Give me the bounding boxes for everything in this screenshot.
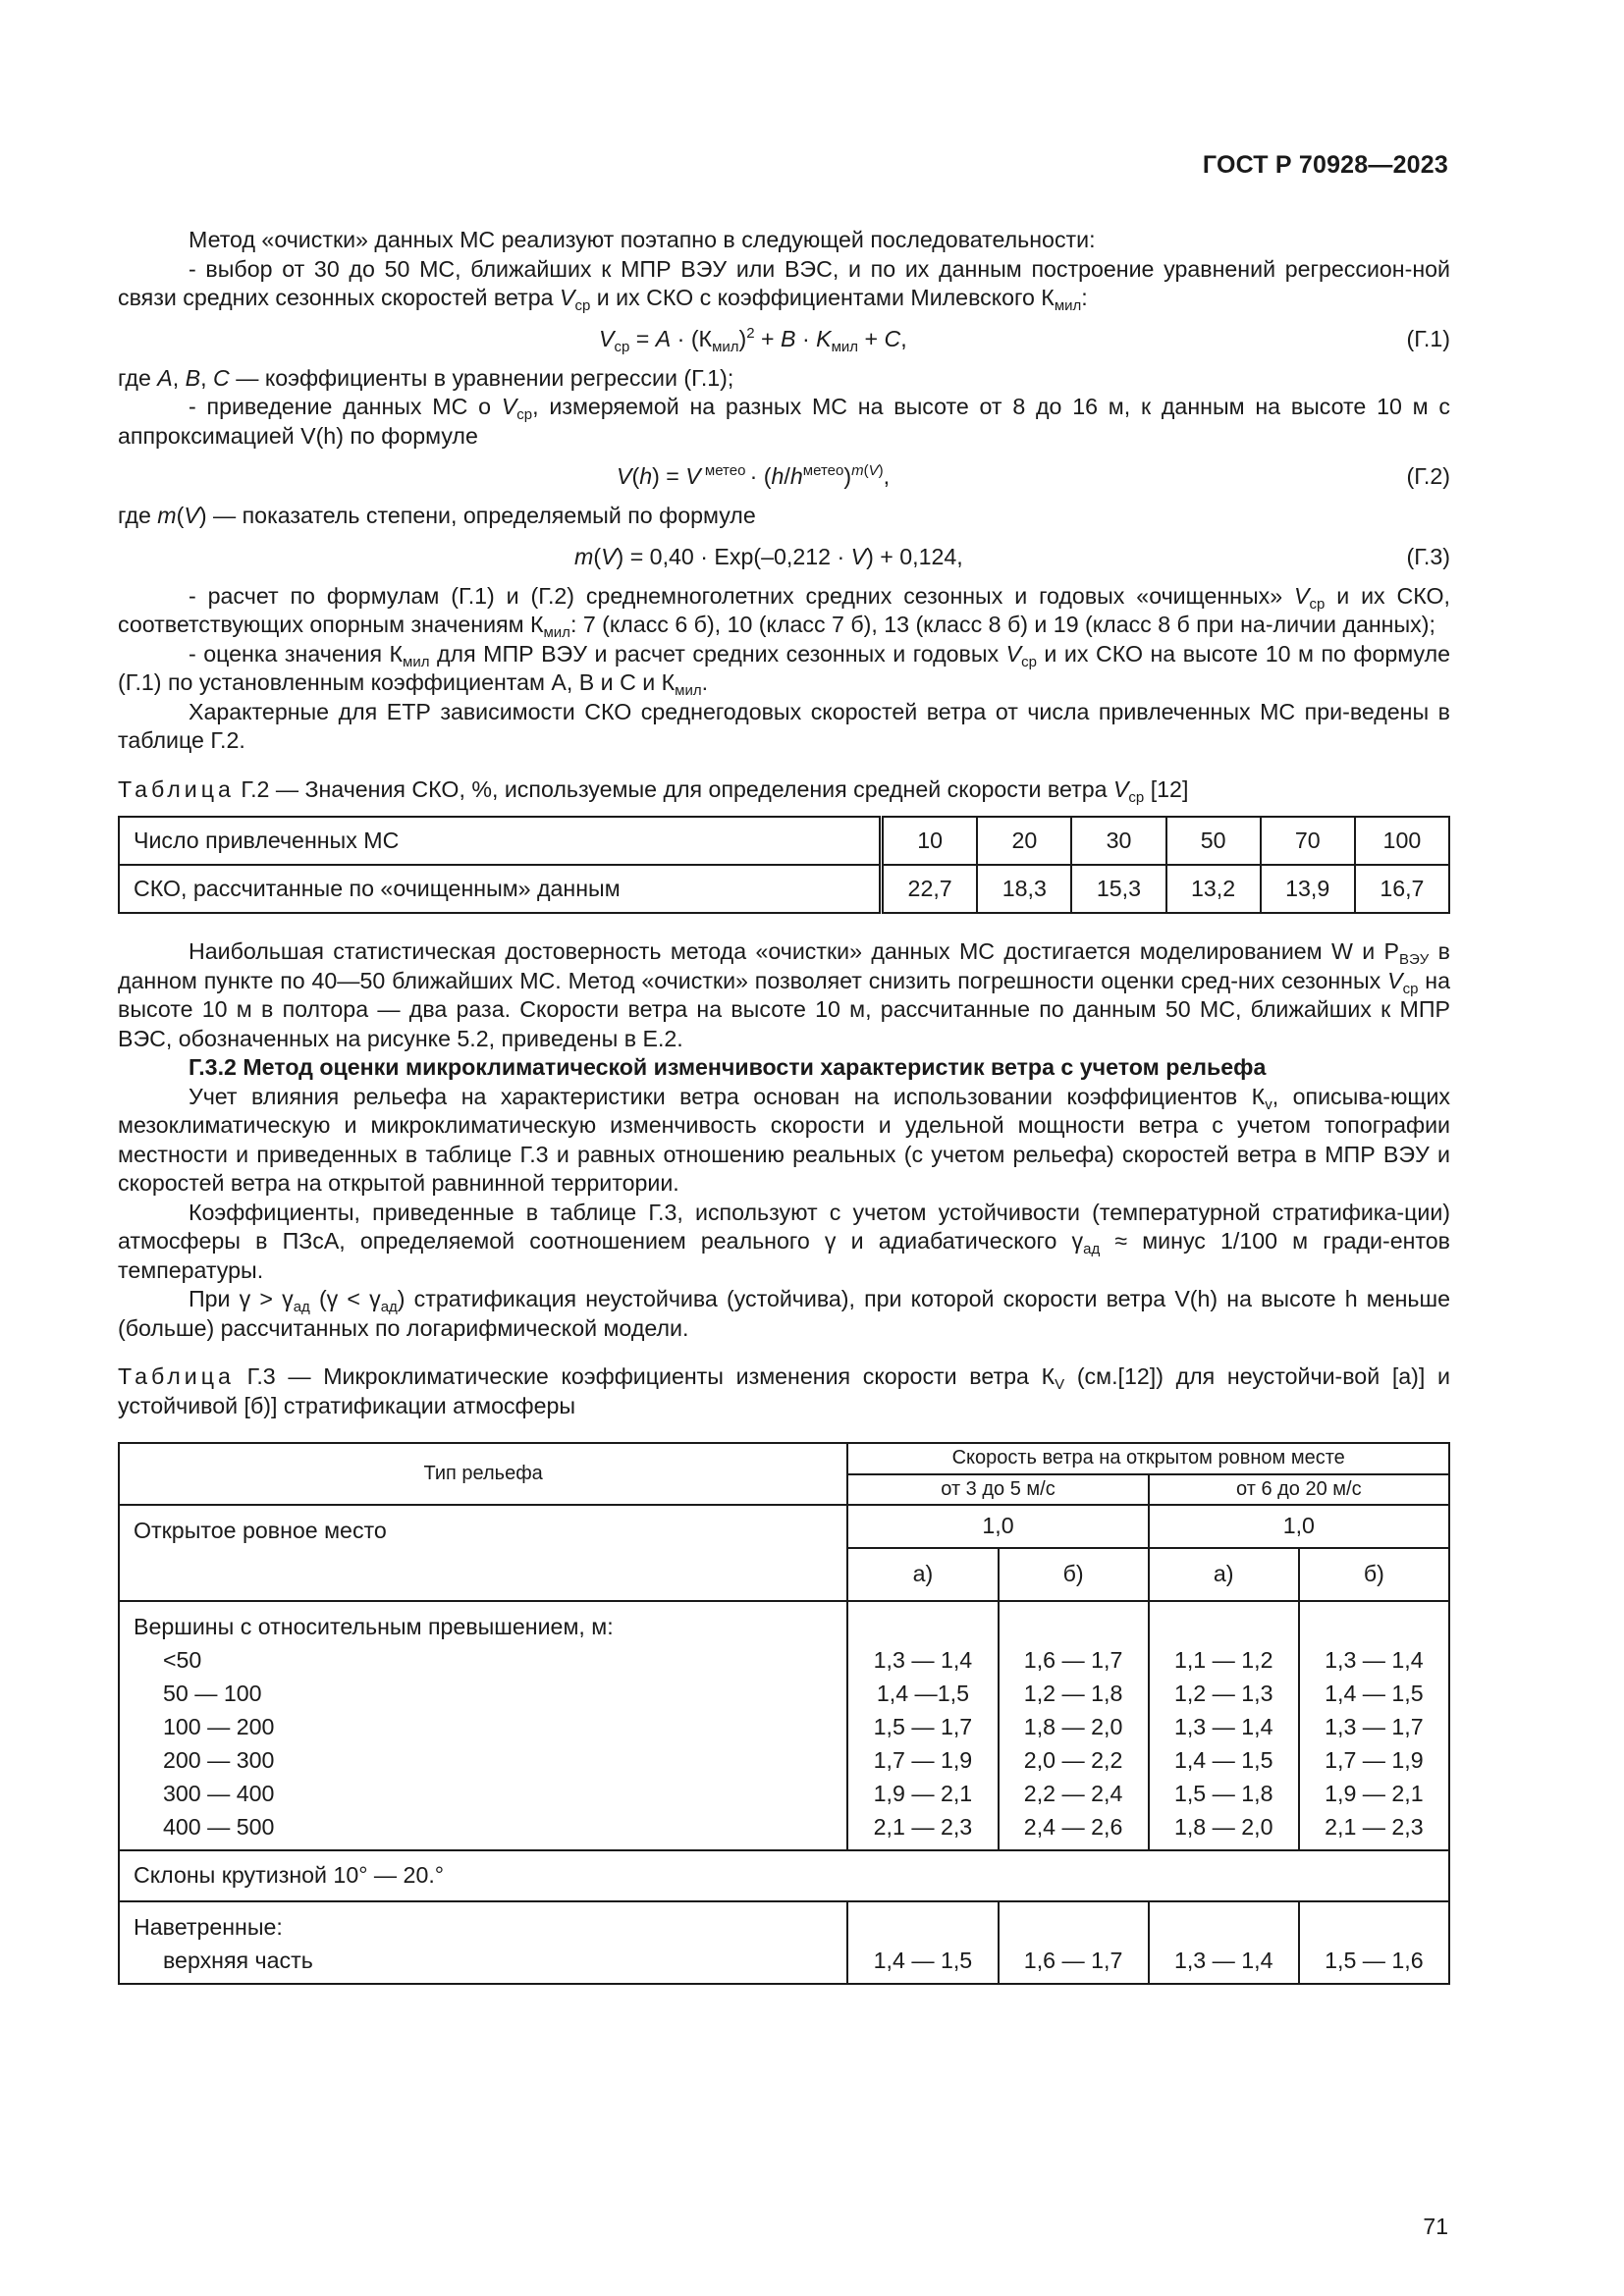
table-cell: 30 bbox=[1071, 817, 1165, 865]
row-label bbox=[119, 1901, 847, 1984]
table-cell: 1,1 — 1,2 1,2 — 1,3 1,3 — 1,4 1,4 — 1,5 1,5 — 1,8 1,8 — 2,0 bbox=[1149, 1601, 1299, 1850]
table-cell: 1,0 bbox=[1149, 1505, 1449, 1548]
table-row bbox=[119, 1601, 1449, 1850]
row-label: Открытое ровное место bbox=[119, 1505, 847, 1601]
where-m: где m(V) — показатель степени, определяемый по формуле bbox=[118, 503, 756, 528]
table-cell: 1,5 — 1,6 bbox=[1299, 1901, 1449, 1984]
table-cell: б) bbox=[999, 1548, 1149, 1601]
formula-g3: m(V) = 0,40 · Exp(–0,212 · V) + 0,124, (Г.3) bbox=[118, 535, 1450, 578]
paragraph-relief: Учет влияния рельефа на характеристики ветра основан на использовании коэффициентов $К_v$, описыва-ющих мезоклиматическую и микроклиматическую изменчивость скорости и удельной мощности ветра с учетом топографии местности и приведенных в таблице Г.3 и равных отношению реальных (с учетом рельефа) скоростей ветра в МПР ВЭУ и скоростей ветра на открытой равнинной территории. bbox=[118, 1083, 1450, 1196]
range-label: <50 bbox=[163, 1647, 202, 1673]
table-cell: 1,6 — 1,7 bbox=[999, 1901, 1149, 1984]
table-cell: 1,0 bbox=[847, 1505, 1148, 1548]
page-content bbox=[118, 226, 1450, 1985]
range-label: 200 — 300 bbox=[163, 1747, 275, 1773]
table-cell: а) bbox=[847, 1548, 998, 1601]
header-relief-type: Тип рельефа bbox=[119, 1443, 847, 1505]
formula-g1: $V_{ср} = A \cdot (К_{мил})^2 + B \cdot K_{мил} + C$, (Г.1) bbox=[599, 324, 1450, 355]
table-cell: 50 bbox=[1166, 817, 1261, 865]
table-header-row bbox=[119, 1443, 1449, 1474]
bullet-calculation: - расчет по формулам (Г.1) и (Г.2) среднемноголетних средних сезонных и годовых «очищенных» $V_{ср}$ и их СКО, соответствующих опорным значениям $К_{мил}$: 7 (класс 6 б), 10 (класс 7 б), 13 (класс 8 б) и 19 (класс 8 б при на-личии данных); bbox=[118, 582, 1451, 641]
table-row bbox=[119, 1850, 1449, 1901]
paragraph-method-intro: Метод «очистки» данных МС реализуют поэтапно в следующей последовательности: bbox=[189, 227, 1096, 252]
bullet-estimation: - оценка значения $К_{мил}$ для МПР ВЭУ и расчет средних сезонных и годовых $V_{ср}$ и их СКО на высоте 10 м по формуле (Г.1) по установленным коэффициентам A, B и C и $К_{мил}$. bbox=[118, 640, 1450, 699]
range-label: 100 — 200 bbox=[163, 1714, 275, 1739]
header-wind-speed: Скорость ветра на открытом ровном месте bbox=[847, 1443, 1449, 1474]
table-cell: 100 bbox=[1355, 817, 1449, 865]
row-label: СКО, рассчитанные по «очищенным» данным bbox=[119, 865, 881, 913]
table-cell: 1,6 — 1,7 1,2 — 1,8 1,8 — 2,0 2,0 — 2,2 2,2 — 2,4 2,4 — 2,6 bbox=[999, 1601, 1149, 1850]
range-label: 300 — 400 bbox=[163, 1781, 275, 1806]
table-row bbox=[119, 1505, 1449, 1548]
range-label: 400 — 500 bbox=[163, 1814, 275, 1840]
table-row bbox=[119, 865, 1449, 913]
header-6-20: от 6 до 20 м/с bbox=[1149, 1474, 1449, 1506]
table-cell: б) bbox=[1299, 1548, 1449, 1601]
where-abc: где A, B, C — коэффициенты в уравнении регрессии (Г.1); bbox=[118, 364, 734, 391]
row-label bbox=[119, 1601, 847, 1850]
table-cell: 10 bbox=[881, 817, 977, 865]
paragraph-coefficients: Коэффициенты, приведенные в таблице Г.3, используют с учетом устойчивости (температурной стратифика-ции) атмосферы в ПЗсА, определяемой соотношением реального γ и адиабатического $\gamma_{ад}$ ≈ минус 1/100 м гради-ентов температуры. bbox=[118, 1199, 1450, 1283]
formula-number: (Г.1) bbox=[1406, 325, 1450, 351]
table-cell: 70 bbox=[1261, 817, 1355, 865]
upper-part-label: верхняя часть bbox=[163, 1948, 313, 1973]
table-cell: 13,2 bbox=[1166, 865, 1261, 913]
table-cell: а) bbox=[1149, 1548, 1299, 1601]
bullet-reduction: - приведение данных МС о $V_{ср}$, измеряемой на разных МС на высоте от 8 до 16 м, к данным на высоте 10 м с аппроксимацией V(h) по формуле bbox=[118, 394, 1450, 449]
bullet-selection: - выбор от 30 до 50 МС, ближайших к МПР ВЭУ или ВЭС, и по их данным построение уравнений регрессион-ной связи средних сезонных скоростей ветра $V_{ср}$ и их СКО с коэффициентами Милевского $К_{мил}$: bbox=[118, 255, 1450, 314]
row-label: Число привлеченных МС bbox=[119, 817, 881, 865]
table-g3-caption: Таблица Г.3 — Микроклиматические коэффициенты изменения скорости ветра $К_V$ (см.[12]) для неустойчи-вой [а)] и устойчивой [б)] стратификации атмосферы bbox=[118, 1363, 1450, 1418]
row-label: Склоны крутизной 10° — 20.° bbox=[119, 1850, 1449, 1901]
paragraph-stratification: При $\gamma > \gamma_{ад}$ $(\gamma < \gamma_{ад})$ стратификация неустойчива (устойчива), при которой скорости ветра V(h) на высоте h меньше (больше) рассчитанных по логарифмической модели. bbox=[118, 1286, 1451, 1341]
page-number: 71 bbox=[1423, 2214, 1448, 2239]
header-3-5: от 3 до 5 м/с bbox=[847, 1474, 1148, 1506]
table-cell: 13,9 bbox=[1261, 865, 1355, 913]
table-cell: 1,3 — 1,4 bbox=[1149, 1901, 1299, 1984]
peaks-title: Вершины с относительным превышением, м: bbox=[134, 1614, 614, 1639]
windward-label: Наветренные: bbox=[134, 1914, 283, 1940]
table-row bbox=[119, 1901, 1449, 1984]
table-cell: 1,3 — 1,4 1,4 — 1,5 1,3 — 1,7 1,7 — 1,9 1,9 — 2,1 2,1 — 2,3 bbox=[1299, 1601, 1449, 1850]
formula-number: (Г.3) bbox=[1406, 543, 1450, 569]
range-label: 50 — 100 bbox=[163, 1681, 262, 1706]
formula-number: (Г.2) bbox=[1406, 463, 1450, 489]
table-cell: 15,3 bbox=[1071, 865, 1165, 913]
document-id: ГОСТ Р 70928—2023 bbox=[1202, 151, 1448, 179]
formula-g2: V(h) = V $^{метео} \cdot (h/h^{метео})^{m(V)}$, (Г.2) bbox=[118, 454, 1450, 498]
paragraph-etr: Характерные для ЕТР зависимости СКО среднегодовых скоростей ветра от числа привлеченных МС при-ведены в таблице Г.2. bbox=[118, 698, 1450, 753]
table-cell: 22,7 bbox=[881, 865, 977, 913]
table-row bbox=[119, 817, 1449, 865]
table-cell: 18,3 bbox=[977, 865, 1071, 913]
table-g2 bbox=[118, 816, 1450, 914]
table-cell: 1,4 — 1,5 bbox=[847, 1901, 998, 1984]
table-g2-caption: Таблица Г.2 — Значения СКО, %, используемые для определения средней скорости ветра $V_{ср}$ [12] bbox=[118, 775, 1189, 806]
table-cell: 1,3 — 1,4 1,4 —1,5 1,5 — 1,7 1,7 — 1,9 1,9 — 2,1 2,1 — 2,3 bbox=[847, 1601, 998, 1850]
table-g3 bbox=[118, 1442, 1450, 1985]
table-cell: 20 bbox=[977, 817, 1071, 865]
section-title-g32: Г.3.2 Метод оценки микроклиматической изменчивости характеристик ветра с учетом рельефа bbox=[189, 1054, 1267, 1080]
table-cell: 16,7 bbox=[1355, 865, 1449, 913]
paragraph-best-accuracy: Наибольшая статистическая достоверность метода «очистки» данных МС достигается моделированием W и $P_{ВЭУ}$ в данном пункте по 40—50 ближайших МС. Метод «очистки» позволяет снизить погрешности оценки сред-них сезонных $V_{ср}$ на высоте 10 м в полтора — два раза. Скорости ветра на высоте 10 м, рассчитанные по данным 50 МС, ближайших к МПР ВЭС, обозначенных на рисунке 5.2, приведены в Е.2. bbox=[118, 938, 1450, 1051]
